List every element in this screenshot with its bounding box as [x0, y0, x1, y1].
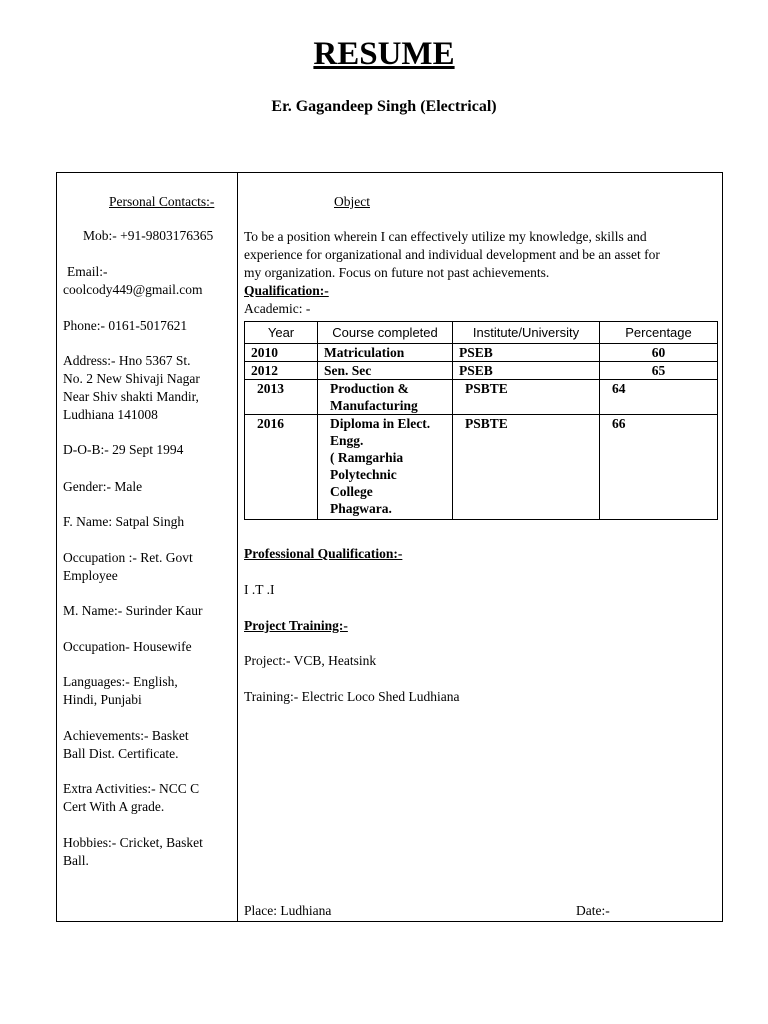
email-label: Email:-: [67, 264, 108, 279]
table-row: [245, 415, 718, 520]
achievements: Achievements:- Basket: [63, 728, 189, 743]
personal-contacts-heading: Personal Contacts:-: [109, 194, 215, 209]
professional-qualification-value: I .T .I: [244, 582, 275, 597]
course-line: Engg.: [330, 433, 364, 448]
cell-percentage: 65: [600, 362, 718, 380]
hobbies: Hobbies:- Cricket, Basket: [63, 835, 203, 850]
cell-year: 2016: [245, 415, 318, 520]
cell-percentage: 60: [600, 344, 718, 362]
address-line: Near Shiv shakti Mandir,: [63, 389, 199, 404]
mother-name: M. Name:- Surinder Kaur: [63, 603, 203, 618]
column-header-institute: Institute/University: [453, 322, 600, 344]
phone-number: Phone:- 0161-5017621: [63, 318, 188, 333]
qualification-heading: Qualification:-: [244, 283, 329, 298]
object-heading: Object: [334, 194, 370, 209]
object-text-line: experience for organizational and individual development and be an asset for: [244, 247, 660, 262]
extra-activities: Cert With A grade.: [63, 799, 165, 814]
date-of-birth: D-O-B:- 29 Sept 1994: [63, 442, 184, 457]
cell-course: [318, 415, 453, 520]
date: Date:-: [576, 903, 610, 918]
qualification-table: [244, 321, 718, 520]
resume-title: RESUME: [313, 36, 455, 72]
gender: Gender:- Male: [63, 479, 143, 494]
course-line: Phagwara.: [330, 501, 392, 516]
languages: Languages:- English,: [63, 674, 178, 689]
project-training-heading: Project Training:-: [244, 618, 348, 633]
object-text-line: my organization. Focus on future not past achievements.: [244, 265, 550, 280]
resume-frame: [56, 172, 723, 922]
languages: Hindi, Punjabi: [63, 692, 142, 707]
mobile-number: Mob:- +91-9803176365: [83, 228, 214, 243]
address-line: No. 2 New Shivaji Nagar: [63, 371, 200, 386]
father-name: F. Name: Satpal Singh: [63, 514, 185, 529]
cell-course: Matriculation: [318, 344, 453, 362]
table-header-row: [245, 322, 718, 344]
table-row: [245, 362, 718, 380]
cell-course: [318, 380, 453, 415]
cell-institute: PSBTE: [453, 380, 600, 415]
candidate-name: Er. Gagandeep Singh (Electrical): [271, 98, 497, 115]
cell-course: Sen. Sec: [318, 362, 453, 380]
cell-year: 2013: [245, 380, 318, 415]
email-value: coolcody449@gmail.com: [63, 282, 203, 297]
column-header-year: Year: [245, 322, 318, 344]
column-header-percentage: Percentage: [600, 322, 718, 344]
object-text-line: To be a position wherein I can effectively utilize my knowledge, skills and: [244, 229, 647, 244]
professional-qualification-heading: Professional Qualification:-: [244, 546, 403, 561]
address-line: Ludhiana 141008: [63, 407, 158, 422]
column-header-course: Course completed: [318, 322, 453, 344]
table-row: [245, 344, 718, 362]
personal-contacts-column: [57, 173, 238, 921]
father-occupation: Occupation :- Ret. Govt: [63, 550, 193, 565]
main-content-column: [238, 173, 722, 921]
cell-percentage: 66: [600, 415, 718, 520]
cell-percentage: 64: [600, 380, 718, 415]
training-detail: Training:- Electric Loco Shed Ludhiana: [244, 689, 460, 704]
extra-activities: Extra Activities:- NCC C: [63, 781, 200, 796]
hobbies: Ball.: [63, 853, 89, 868]
course-line: Manufacturing: [330, 398, 418, 413]
mother-occupation: Occupation- Housewife: [63, 639, 192, 654]
project-detail: Project:- VCB, Heatsink: [244, 653, 377, 668]
cell-institute: PSBTE: [453, 415, 600, 520]
course-line: Production &: [330, 381, 409, 396]
achievements: Ball Dist. Certificate.: [63, 746, 179, 761]
father-occupation: Employee: [63, 568, 118, 583]
cell-institute: PSEB: [453, 362, 600, 380]
academic-label: Academic: -: [244, 301, 311, 316]
course-line: ( Ramgarhia: [330, 450, 404, 465]
address-line: Address:- Hno 5367 St.: [63, 353, 191, 368]
cell-year: 2012: [245, 362, 318, 380]
course-line: Polytechnic: [330, 467, 397, 482]
course-line: College: [330, 484, 373, 499]
cell-institute: PSEB: [453, 344, 600, 362]
place: Place: Ludhiana: [244, 903, 332, 918]
course-line: Diploma in Elect.: [330, 416, 431, 431]
cell-year: 2010: [245, 344, 318, 362]
table-row: [245, 380, 718, 415]
